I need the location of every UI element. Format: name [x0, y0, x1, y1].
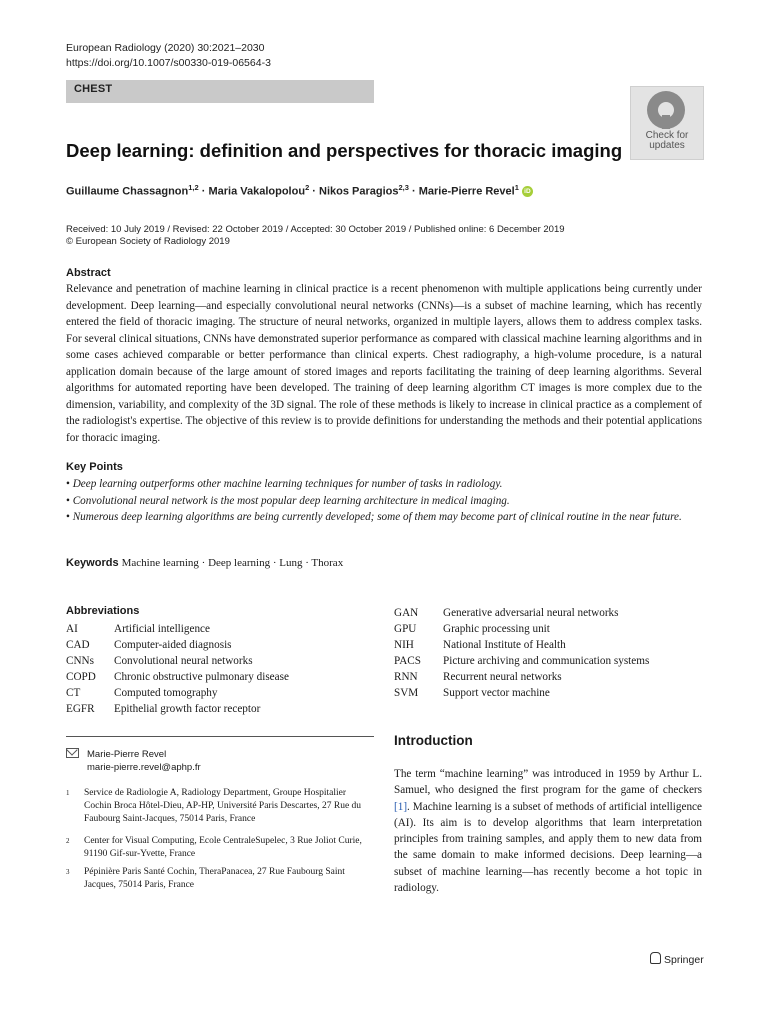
abbreviation-code: RNN [394, 671, 418, 683]
abbreviation-code: NIH [394, 639, 414, 651]
abbreviation-row [394, 621, 649, 637]
author-affiliation-sup: 1 [514, 183, 519, 192]
abstract-heading: Abstract [66, 267, 111, 279]
abbreviation-code: CNNs [66, 655, 94, 667]
author-affiliation-sup: 2,3 [398, 183, 409, 192]
abbreviation-row [66, 653, 289, 669]
abbreviations-left-column [66, 621, 289, 717]
affiliation-text: Pépinière Paris Santé Cochin, TheraPanacea, 27 Rue Faubourg Saint Jacques, 75014 Paris, France [84, 867, 345, 890]
abbreviation-row [66, 669, 289, 685]
abbreviation-code: COPD [66, 671, 96, 683]
affiliation-number: 1 [66, 789, 70, 797]
abbreviation-desc: Epithelial growth factor receptor [114, 703, 261, 715]
dates-line: Received: 10 July 2019 / Revised: 22 October 2019 / Accepted: 30 October 2019 / Published online: 6 December 2019 [66, 224, 565, 235]
author-name[interactable]: Maria Vakalopolou [208, 185, 306, 198]
keywords-list: Machine learning · Deep learning · Lung · Thorax [121, 557, 344, 569]
abbreviation-desc: Computer-aided diagnosis [114, 639, 232, 651]
abbreviation-row [66, 621, 289, 637]
abbreviation-desc: Artificial intelligence [114, 623, 210, 635]
correspondence-name: Marie-Pierre Revel [87, 749, 167, 760]
abbreviations-right-column [394, 605, 649, 701]
footnote-divider [66, 736, 374, 737]
abbreviation-row [394, 653, 649, 669]
affiliation-text: Center for Visual Computing, Ecole CentraleSupelec, 3 Rue Joliot Curie, 91190 Gif-sur-Yvette, France [84, 836, 362, 859]
journal-header [66, 41, 271, 71]
abstract-text: Relevance and penetration of machine learning in clinical practice is a recent phenomenon with multiple applications being currently under development. Deep learning—and especially convolutional neural networks (CNNs)—is a subset of machine learning, which has recently entered the field of thoracic imaging. The structure of neural networks, organized in multiple layers, allows them to address complex tasks. For several clinical situations, CNNs have demonstrated superior performance as compared with classical machine learning algorithms and in some cases achieved comparable or better performance than clinical experts. Chest radiography, a high-volume procedure, is a natural application domain because of the large amount of stored images and reports facilitating the training of deep learning algorithms. Several algorithms for automated reporting have been developed. The training of deep learning algorithm CT images is more complex due to the dimension, variability, and complexity of the 3D signal. The role of these methods is likely to increase in clinical practice as a complement of the radiologist's expertise. The objective of this review is to provide definitions for understanding the methods and their potential applications for thoracic imaging. [66, 283, 702, 444]
abbreviation-code: SVM [394, 687, 419, 699]
abbreviation-code: CAD [66, 639, 90, 651]
abbreviation-desc: Support vector machine [443, 687, 550, 699]
key-point-item: • Deep learning outperforms other machine learning techniques for number of tasks in radiology. [66, 476, 706, 493]
publisher-name: Springer [664, 954, 704, 966]
abbreviation-row [394, 669, 649, 685]
affiliation-number: 3 [66, 868, 70, 876]
copyright-line: © European Society of Radiology 2019 [66, 236, 230, 247]
author-name[interactable]: Nikos Paragios [319, 185, 399, 198]
abbreviation-row [66, 701, 289, 717]
author-list: Guillaume Chassagnon$^{1,2}$ · Maria Vakalopolou$^2$ · Nikos Paragios$^{2,3}$ · Marie-Pierre Revel$^1$ iD [66, 183, 686, 198]
keywords [66, 557, 343, 569]
abbreviation-desc: National Institute of Health [443, 639, 566, 651]
abbreviation-desc: Computed tomography [114, 687, 218, 699]
key-points-list [66, 476, 706, 526]
key-point-item: • Convolutional neural network is the most popular deep learning architecture in medical imaging. [66, 493, 706, 510]
abbreviation-desc: Recurrent neural networks [443, 671, 562, 683]
abbreviation-code: GAN [394, 607, 419, 619]
publication-dates [66, 224, 565, 248]
author-name[interactable]: Guillaume Chassagnon [66, 185, 189, 198]
abbreviation-desc: Chronic obstructive pulmonary disease [114, 671, 289, 683]
doi-link[interactable]: https://doi.org/10.1007/s00330-019-06564-3 [66, 57, 271, 69]
introduction-heading: Introduction [394, 733, 473, 748]
abbreviation-code: PACS [394, 655, 421, 667]
correspondence-email[interactable]: marie-pierre.revel@aphp.fr [87, 762, 201, 773]
keywords-label: Keywords [66, 557, 119, 569]
update-icon [647, 91, 685, 129]
correspondence [66, 748, 201, 773]
check-for-updates-badge[interactable] [630, 86, 704, 160]
abbreviation-row [66, 685, 289, 701]
affiliation-number: 2 [66, 837, 70, 845]
journal-citation: European Radiology (2020) 30:2021–2030 [66, 42, 265, 54]
abbreviation-code: AI [66, 623, 78, 635]
springer-horse-icon [650, 952, 661, 964]
abbreviation-row [66, 637, 289, 653]
abbreviation-code: CT [66, 687, 81, 699]
check-for-updates-label: Check for updates [645, 130, 689, 151]
abbreviation-desc: Graphic processing unit [443, 623, 550, 635]
publisher-logo [650, 952, 704, 966]
article-title: Deep learning: definition and perspectives for thoracic imaging [66, 140, 623, 161]
abbreviation-row [394, 637, 649, 653]
abbreviation-code: GPU [394, 623, 417, 635]
abbreviations-heading: Abbreviations [66, 605, 140, 617]
abbreviation-desc: Generative adversarial neural networks [443, 607, 619, 619]
author-affiliation-sup: 1,2 [188, 183, 199, 192]
envelope-icon [66, 748, 79, 758]
abbreviation-desc: Convolutional neural networks [114, 655, 253, 667]
affiliation-text: Service de Radiologie A, Radiology Department, Groupe Hospitalier Cochin Broca Hôtel-Dieu, AP-HP, Université Paris Descartes, 27 Rue du Faubourg Saint-Jacques, 75014 Paris, France [84, 788, 362, 824]
abbreviation-row [394, 605, 649, 621]
orcid-icon[interactable]: iD [522, 186, 533, 197]
abbreviation-desc: Picture archiving and communication systems [443, 655, 650, 667]
author-affiliation-sup: 2 [305, 183, 310, 192]
abbreviation-row [394, 685, 649, 701]
abbreviation-code: EGFR [66, 703, 95, 715]
author-name[interactable]: Marie-Pierre Revel [418, 185, 515, 198]
key-point-item: • Numerous deep learning algorithms are being currently developed; some of them may become part of clinical routine in the near future. [66, 509, 706, 526]
key-points-heading: Key Points [66, 461, 123, 473]
introduction-text: The term “machine learning” was introduced in 1959 by Arthur L. Samuel, who designed the first program for the game of checkers [1]. Machine learning is a subset of methods of artificial intelligence (AI). Its aim is to develop algorithms that learn interpretation principles from training samples, and apply them to new data from the same domain to make informed decisions. Deep learning—a subset of machine learning—has recently become a hot topic in radiology. [394, 768, 702, 895]
citation-link[interactable]: [1] [394, 800, 408, 813]
section-bar [66, 80, 374, 103]
section-label: CHEST [74, 83, 113, 95]
